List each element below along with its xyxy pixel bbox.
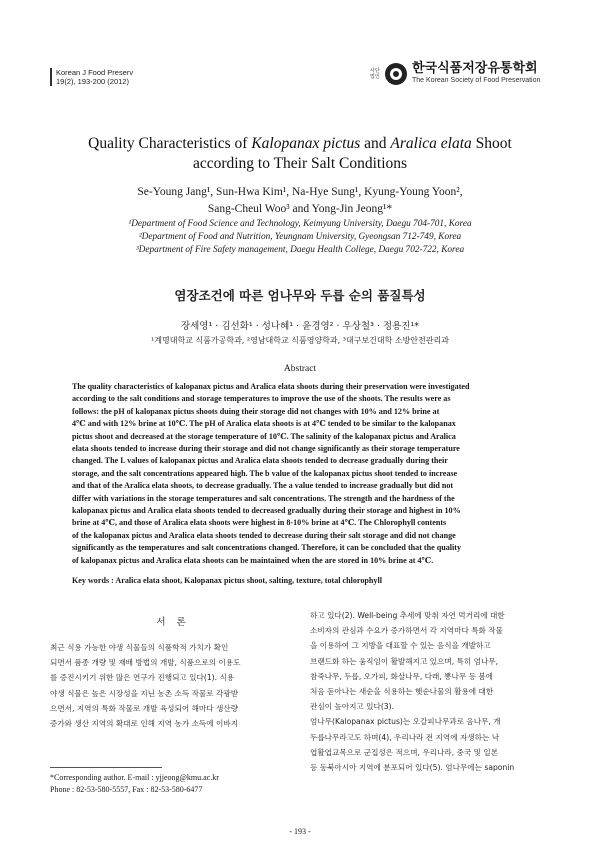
body-line: 엽활엽교목으로 군집성은 적으며, 우리나라, 중국 및 일본 [310,747,499,757]
footnote-email: *Corresponding author. E-mail : yjjeong@kmu.ac.kr [50,773,219,782]
corresponding-author-footnote [50,772,219,796]
korean-affiliations: ¹계명대학교 식품가공학과, ²영남대학교 식품영양학과, ³대구보건대학 소방안전관리과 [151,336,449,345]
affiliation-2: ²Department of Food and Nutrition, Yeungnam University, Gyeongsan 712-749, Korea [138,232,462,242]
body-line: 두릅나무라고도 하며(4), 우리나라 전 지역에 자생하는 낙 [310,732,500,742]
abstract-line: of kalopanax pictus and Aralica elata shoots can be maintained when the are stored in 10% brine at 4℃. [72,555,434,565]
authors-line-1: Se-Young Jang¹, Sun-Hwa Kim¹, Na-Hye Sung¹, Kyung-Young Yoon², [137,186,463,198]
abstract-line: The quality characteristics of kalopanax pictus and Aralica elata shoots during their preservation were investigated [72,382,470,391]
body-line: 야생 식물은 높은 시장성을 지닌 농촌 소득 작물로 각광받 [50,688,239,698]
left-column-text [50,640,296,731]
abstract-line: kalopanax pictus and Aralica elata shoots tended to decreased gradually during their storage and highest in 10% [72,506,461,516]
body-line: 를 증진시키기 위한 많은 연구가 진행되고 있다(1). 식용 [50,673,235,683]
authors-line-2: Sang-Cheul Woo³ and Yong-Jin Jeong¹* [207,203,393,215]
body-line: 되면서 품종 개량 및 재배 방법의 개발, 식품으로의 이용도 [50,658,241,668]
society-emblem-icon [385,63,407,85]
abstract-heading: Abstract [283,364,317,374]
affiliation-1: ¹Department of Food Science and Technology, Keimyung University, Daegu 704-701, Korea [128,219,472,229]
title-part: Quality Characteristics of [88,135,252,152]
body-line: 엄나무(Kalopanax pictus)는 오갈피나무과로 음나무, 개 [310,717,501,727]
abstract-body [72,381,530,567]
body-line: 소비자의 관심과 수요가 증가하면서 각 지역마다 특화 작물 [310,626,503,636]
body-line: 으면서, 지역의 특화 작물로 개발 육성되어 해마다 생산량 [50,703,239,713]
body-line: 등 동북아시아 지역에 분포되어 있다(5). 엄나무에는 saponin [310,763,515,773]
korean-authors: 장세영¹ · 김선화¹ · 성나혜¹ · 윤경영² · 우상철³ · 정용진¹* [180,321,420,332]
affiliation-3: ³Department of Fire Safety management, Daegu Health College, Daegu 702-722, Korea [135,245,465,255]
society-korean-name: 한국식품저장유통학회 [412,61,538,76]
title-species-2: Aralica elata [390,135,472,152]
abstract-line: changed. The L values of kalopanax pictus and Aralica elata shoots tended to decrease gradually during their [72,456,448,466]
abstract-line: differ with variations in the storage temperatures and salt concentrations. The strength and the hardness of the [72,493,455,503]
author-list [60,184,540,218]
body-line: 관심이 높아지고 있다(3). [310,702,395,712]
keywords: Key words : Aralica elata shoot, Kalopanax pictus shoot, salting, texture, total chlorophyll [72,576,382,585]
abstract-line: significantly as the temperatures and salt concentrations changed. Therefore, it can be concluded that the quality [72,543,462,553]
abstract-line: follows: the pH of kalopanax pictus shoots duing their storage did not changes with 10% and 12% brine at [72,406,440,416]
society-small-label: 사단법인 [370,67,380,80]
title-part: Shoot [471,135,512,152]
abstract-line: and that of the Aralica elata shoots, to decrease gradually. The a value tended to increase gradually but did not [72,481,454,491]
society-english-name: The Korean Society of Food Preservation [412,77,541,84]
society-logo [370,62,540,85]
abstract-line: according to the salt conditions and storage temperatures to improve the use of the shoots. The results were as [72,394,451,404]
section-heading-introduction: 서 론 [156,617,190,628]
footnote-divider [50,767,162,768]
body-line: 하고 있다(2). Well-being 추세에 맞춰 자연 먹거리에 대한 [310,611,505,620]
abstract-line: elata shoots tended to increase during their storage and did not change significantly as their storage temperature [72,444,460,454]
title-part: and [360,135,391,152]
body-line: 증가와 생산 지역의 확대로 인해 지역 농가 소득에 이바지 [50,719,239,729]
body-line: 을 이용하여 그 지방을 대표할 수 있는 음식을 개발하고 [310,641,491,651]
journal-info [50,68,133,86]
body-line: 참죽나무, 두릅, 오가피, 화살나무, 다래, 뽕나무 등 봄에 [310,671,494,681]
title-line-2: according to Their Salt Conditions [192,155,408,172]
title-species-1: Kalopanax pictus [251,135,361,152]
body-line: 최근 식용 가능한 야생 식물들의 식품학적 가치가 확인 [50,643,229,652]
abstract-line: 4℃ and with 12% brine at 10℃. The pH of Aralica elata shoots is at 4℃ tended to be similar to the kalopanax [72,419,456,429]
korean-title: 염장조건에 따른 엄나무와 두릅 순의 품질특성 [174,288,426,303]
affiliations [60,218,540,257]
journal-volume: 19(2), 193-200 (2012) [56,77,129,86]
abstract-line: storage, and the salt concentrations appeared high. The b value of the kalopanax pictus shoot tended to increase [72,468,458,478]
journal-name: Korean J Food Preserv [56,68,134,77]
right-column-text [310,608,556,775]
abstract-line: of the kalopanax pictus and Aralica elata shoots tended to decrease during their salt storage and did not change [72,530,456,540]
abstract-line: brine at 4℃, and those of Aralica elata shoots were highest in 8-10% brine at 4℃. The Chlorophyll contents [72,518,447,528]
body-line: 처음 돋아나는 새순을 식용하는 햇순나물의 활용에 대한 [310,687,494,697]
paper-title [40,134,560,174]
abstract-line: pictus shoot and decreased at the storage temperature of 10℃. The salinity of the kalopanax pictus and Aralica [72,431,456,441]
footnote-phone: Phone : 82-53-580-5557, Fax : 82-53-580-6477 [50,785,203,794]
page-number: - 193 - [289,827,311,836]
body-line: 브랜드화 하는 움직임이 활발해지고 있으며, 특히 엄나무, [310,656,499,666]
